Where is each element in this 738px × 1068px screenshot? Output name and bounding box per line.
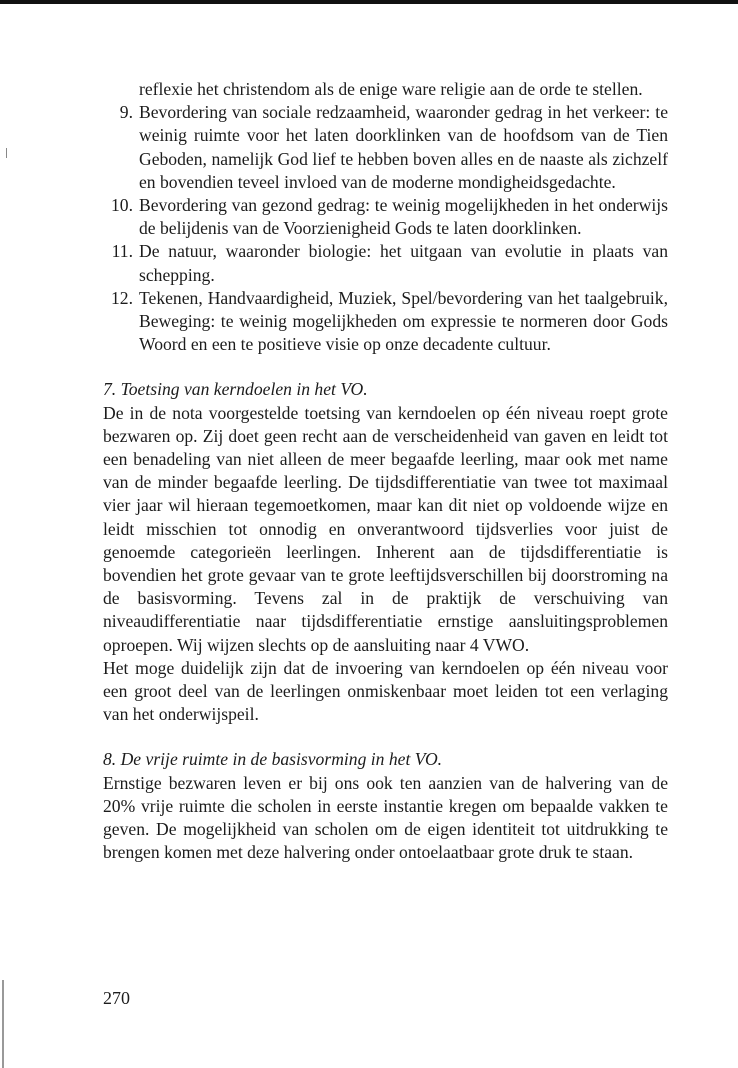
list-number: 12.: [111, 287, 133, 308]
section-7-heading: 7. Toetsing van kerndoelen in het VO.: [103, 379, 368, 400]
list-number: 9.: [119, 102, 133, 123]
list-number: 11.: [111, 241, 133, 262]
top-border-line: [0, 0, 738, 4]
page-number: 270: [103, 988, 130, 1008]
list-item-12: [111, 287, 668, 357]
list-item-10: [111, 194, 668, 240]
list-continuation: reflexie het christendom als de enige ware religie aan de orde te stellen.: [139, 79, 643, 99]
list-number: 10.: [111, 195, 133, 216]
list-item-text: De natuur, waaronder biologie: het uitgaan van evolutie in plaats van schepping.: [139, 241, 668, 285]
numbered-list: [103, 78, 668, 356]
section-8-heading: 8. De vrije ruimte in de basisvorming in het VO.: [103, 749, 443, 770]
page-body: [103, 78, 668, 865]
list-item-text: Bevordering van sociale redzaamheid, waaronder gedrag in het verkeer: te weinig ruimte voor het laten doorklinken van de hoofdsom van de Tien Geboden, namelijk God lief te hebben boven alles en de naaste als zichzelf en bovendien teveel invloed van de moderne mondigheidsgedachte.: [139, 102, 668, 192]
section-7-paragraph-1: De in de nota voorgestelde toetsing van kerndoelen op één niveau roept grote bezwaren op. Zij doet geen recht aan de verscheidenheid van gaven en leidt tot een benadeling van niet alleen de meer begaafde leerling, maar ook met name van de minder begaafde leerling. De tijdsdifferentiatie van twee tot maximaal vier jaar wil hieraan tegemoetkomen, maar kan dit niet op voldoende wijze en leidt misschien tot onnodig en onverantwoord tijdsverlies voor juist de genoemde categorieën leerlingen. Inherent aan de tijdsdifferentiatie is bovendien het grote gevaar van te grote leeftijdsverschillen bij doorstroming na de basisvorming. Tevens zal in de praktijk de verschuiving van niveaudifferentiatie naar tijdsdifferentiatie ernstige aansluitingsproblemen oproepen. Wij wijzen slechts op de aansluiting naar 4 VWO.: [103, 402, 668, 655]
list-item-11: [111, 240, 668, 286]
section-8-paragraph-1: Ernstige bezwaren leven er bij ons ook ten aanzien van de halvering van de 20% vrije ruimte die scholen in eerste instantie kregen om bepaalde vakken te geven. De mogelijkheid van scholen om de eigen identiteit tot uitdrukking te brengen komen met deze halvering onder ontoelaatbaar grote druk te staan.: [103, 772, 668, 863]
page-edge-shadow: [2, 980, 4, 1068]
list-item-text: Bevordering van gezond gedrag: te weinig mogelijkheden in het onderwijs de belijdenis van de Voorzienigheid Gods te laten doorklinken.: [139, 195, 668, 239]
list-item-9: [119, 101, 668, 194]
list-item-text: Tekenen, Handvaardigheid, Muziek, Spel/bevordering van het taalgebruik, Beweging: te weinig mogelijkheden om expressie te normeren door Gods Woord en een te positieve visie op onze decadente cultuur.: [139, 287, 668, 355]
section-7-paragraph-2: Het moge duidelijk zijn dat de invoering van kerndoelen op één niveau voor een groot deel van de leerlingen onmiskenbaar moet leiden tot een verlaging van het onderwijspeil.: [103, 657, 668, 725]
margin-mark: [6, 148, 7, 158]
